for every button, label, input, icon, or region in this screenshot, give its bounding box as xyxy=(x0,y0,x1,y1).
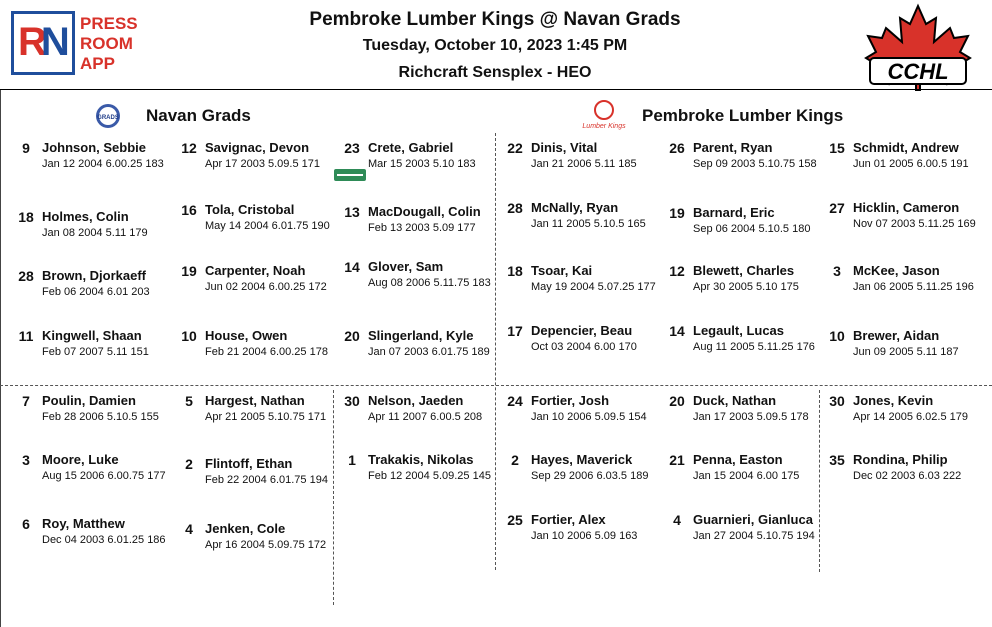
player-number: 10 xyxy=(829,328,845,344)
player-details: May 14 2004 6.01.75 190 xyxy=(205,220,330,232)
player-details: Sep 29 2006 6.03.5 189 xyxy=(531,470,649,482)
player-name: Kingwell, Shaan xyxy=(42,328,142,343)
player-name: Poulin, Damien xyxy=(42,393,136,408)
player-name: MacDougall, Colin xyxy=(368,204,481,219)
game-title: Pembroke Lumber Kings @ Navan Grads xyxy=(309,9,681,30)
player-details: Apr 11 2007 6.00.5 208 xyxy=(368,411,483,423)
player-details: Aug 11 2005 5.11.25 176 xyxy=(693,341,815,353)
logo-letters: RN xyxy=(18,20,64,64)
player-number: 14 xyxy=(344,259,360,275)
player-name: Legault, Lucas xyxy=(693,323,785,338)
left-border xyxy=(0,90,1,627)
player-number: 10 xyxy=(181,328,197,344)
player-number: 23 xyxy=(344,140,360,156)
player-details: Jun 02 2004 6.00.25 172 xyxy=(205,281,327,293)
player-name: Flintoff, Ethan xyxy=(205,456,293,471)
player-name: McKee, Jason xyxy=(853,263,940,278)
player-number: 13 xyxy=(344,204,360,220)
cchl-maple-leaf-logo xyxy=(862,4,974,90)
player-name: Depencier, Beau xyxy=(531,323,633,338)
player-name: Rondina, Philip xyxy=(853,452,948,467)
player-name: Nelson, Jaeden xyxy=(368,393,464,408)
player-name: Fortier, Alex xyxy=(531,512,606,527)
player-details: Jan 12 2004 6.00.25 183 xyxy=(42,158,164,170)
player-name: Penna, Easton xyxy=(693,452,783,467)
player-number: 28 xyxy=(507,200,523,216)
player-details: Apr 30 2005 5.10 175 xyxy=(693,281,799,293)
player-name: McNally, Ryan xyxy=(531,200,619,215)
player-name: Slingerland, Kyle xyxy=(368,328,474,343)
player-details: Jan 06 2005 5.11.25 196 xyxy=(853,281,974,293)
player-number: 2 xyxy=(185,456,193,472)
player-details: Feb 28 2006 5.10.5 155 xyxy=(42,411,159,423)
player-name: Holmes, Colin xyxy=(42,209,129,224)
player-number: 3 xyxy=(833,263,841,279)
player-details: Jan 08 2004 5.11 179 xyxy=(42,227,148,239)
player-details: Aug 08 2006 5.11.75 183 xyxy=(368,277,491,289)
player-details: Jan 10 2006 5.09 163 xyxy=(531,530,638,542)
player-number: 3 xyxy=(22,452,30,468)
navan-team-name: Navan Grads xyxy=(146,106,251,125)
player-number: 19 xyxy=(181,263,197,279)
player-number: 22 xyxy=(507,140,523,156)
player-number: 1 xyxy=(348,452,356,468)
player-name: Brown, Djorkaeff xyxy=(42,268,147,283)
game-datetime: Tuesday, October 10, 2023 1:45 PM xyxy=(362,37,628,54)
player-details: Jan 27 2004 5.10.75 194 xyxy=(693,530,815,542)
player-name: Guarnieri, Gianluca xyxy=(693,512,813,527)
player-name: Savignac, Devon xyxy=(205,140,310,155)
player-details: Feb 22 2004 6.01.75 194 xyxy=(205,474,328,486)
pembroke-team-name: Pembroke Lumber Kings xyxy=(642,106,844,125)
player-number: 17 xyxy=(507,323,523,339)
player-number: 28 xyxy=(18,268,34,284)
player-number: 26 xyxy=(669,140,685,156)
player-number: 14 xyxy=(669,323,685,339)
player-name: Brewer, Aidan xyxy=(853,328,940,343)
player-number: 9 xyxy=(22,140,30,156)
player-name: Barnard, Eric xyxy=(693,205,775,220)
player-number: 25 xyxy=(507,512,523,528)
player-name: Hicklin, Cameron xyxy=(853,200,960,215)
player-number: 11 xyxy=(18,328,34,344)
pressroom-logo-text xyxy=(80,14,138,74)
game-title-block xyxy=(220,8,770,86)
player-name: Crete, Gabriel xyxy=(368,140,454,155)
player-details: Sep 09 2003 5.10.75 158 xyxy=(693,158,817,170)
player-name: Blewett, Charles xyxy=(693,263,795,278)
player-name: Trakakis, Nikolas xyxy=(368,452,474,467)
player-number: 18 xyxy=(507,263,523,279)
pembroke-section-divider xyxy=(496,385,992,386)
pembroke-lumber-kings-logo-icon xyxy=(582,98,626,132)
player-name: Moore, Luke xyxy=(42,452,119,467)
player-number: 19 xyxy=(669,205,685,221)
player-name: Johnson, Sebbie xyxy=(42,140,147,155)
player-number: 5 xyxy=(185,393,193,409)
player-name: Glover, Sam xyxy=(368,259,444,274)
navan-grads-logo-icon xyxy=(95,103,121,129)
header xyxy=(0,0,992,90)
player-details: Feb 21 2004 6.00.25 178 xyxy=(205,346,328,358)
player-details: Jan 11 2005 5.10.5 165 xyxy=(531,218,646,230)
player-details: Apr 14 2005 6.02.5 179 xyxy=(853,411,968,423)
player-number: 2 xyxy=(511,452,519,468)
player-number: 12 xyxy=(669,263,685,279)
player-name: Hargest, Nathan xyxy=(205,393,305,408)
logo-line-1: PRESS xyxy=(80,14,138,33)
navan-section-divider xyxy=(0,385,494,386)
player-number: 30 xyxy=(344,393,360,409)
player-details: Jan 07 2003 6.01.75 189 xyxy=(368,346,490,358)
player-number: 24 xyxy=(507,393,523,409)
player-number: 7 xyxy=(22,393,30,409)
player-number: 15 xyxy=(829,140,845,156)
game-venue: Richcraft Sensplex - HEO xyxy=(398,64,592,81)
player-details: Jan 10 2006 5.09.5 154 xyxy=(531,411,647,423)
header-rule xyxy=(0,89,992,90)
player-details: Jan 15 2004 6.00 175 xyxy=(693,470,800,482)
player-number: 20 xyxy=(344,328,360,344)
player-details: Aug 15 2006 6.00.75 177 xyxy=(42,470,166,482)
player-number: 4 xyxy=(185,521,193,537)
player-details: Apr 16 2004 5.09.75 172 xyxy=(205,539,327,551)
navan-logo-text: GRADS xyxy=(97,115,119,121)
player-name: Duck, Nathan xyxy=(693,393,777,408)
player-number: 21 xyxy=(669,452,685,468)
player-number: 4 xyxy=(673,512,681,528)
player-number: 20 xyxy=(669,393,685,409)
player-details: Sep 06 2004 5.10.5 180 xyxy=(693,223,811,235)
player-name: Dinis, Vital xyxy=(531,140,598,155)
player-details: Jan 17 2003 5.09.5 178 xyxy=(693,411,809,423)
player-details: Feb 07 2007 5.11 151 xyxy=(42,346,149,358)
player-details: Jun 01 2005 6.00.5 191 xyxy=(853,158,969,170)
pressroom-logo xyxy=(11,11,75,75)
player-name: Jenken, Cole xyxy=(205,521,286,536)
logo-line-3: APP xyxy=(80,54,115,73)
player-details: Dec 02 2003 6.03 222 xyxy=(853,470,962,482)
player-details: Apr 17 2003 5.09.5 171 xyxy=(205,158,320,170)
player-name: Roy, Matthew xyxy=(42,516,125,531)
player-details: Jun 09 2005 5.11 187 xyxy=(853,346,959,358)
player-details: Jan 21 2006 5.11 185 xyxy=(531,158,637,170)
player-details: Oct 03 2004 6.00 170 xyxy=(531,341,637,353)
player-number: 16 xyxy=(181,202,197,218)
player-number: 6 xyxy=(22,516,30,532)
logo-line-2: ROOM xyxy=(80,34,133,53)
player-name: Hayes, Maverick xyxy=(531,452,633,467)
player-name: Tsoar, Kai xyxy=(531,263,593,278)
player-details: Feb 12 2004 5.09.25 145 xyxy=(368,470,491,482)
player-details: Mar 15 2003 5.10 183 xyxy=(368,158,476,170)
player-number: 12 xyxy=(181,140,197,156)
player-name: Parent, Ryan xyxy=(693,140,773,155)
player-name: Jones, Kevin xyxy=(853,393,934,408)
player-name: Tola, Cristobal xyxy=(205,202,295,217)
player-number: 30 xyxy=(829,393,845,409)
player-name: House, Owen xyxy=(205,328,288,343)
player-details: Feb 06 2004 6.01 203 xyxy=(42,286,150,298)
player-details: Dec 04 2003 6.01.25 186 xyxy=(42,534,166,546)
cchl-text: CCHL xyxy=(887,59,949,84)
pembroke-logo-text: Lumber Kings xyxy=(582,123,626,130)
player-details: Feb 13 2003 5.09 177 xyxy=(368,222,476,234)
player-details: May 19 2004 5.07.25 177 xyxy=(531,281,656,293)
player-number: 18 xyxy=(18,209,34,225)
player-details: Apr 21 2005 5.10.75 171 xyxy=(205,411,327,423)
player-number: 27 xyxy=(829,200,845,216)
player-name: Carpenter, Noah xyxy=(205,263,306,278)
player-number: 35 xyxy=(829,452,845,468)
player-details: Nov 07 2003 5.11.25 169 xyxy=(853,218,976,230)
player-name: Schmidt, Andrew xyxy=(853,140,959,155)
player-name: Fortier, Josh xyxy=(531,393,610,408)
